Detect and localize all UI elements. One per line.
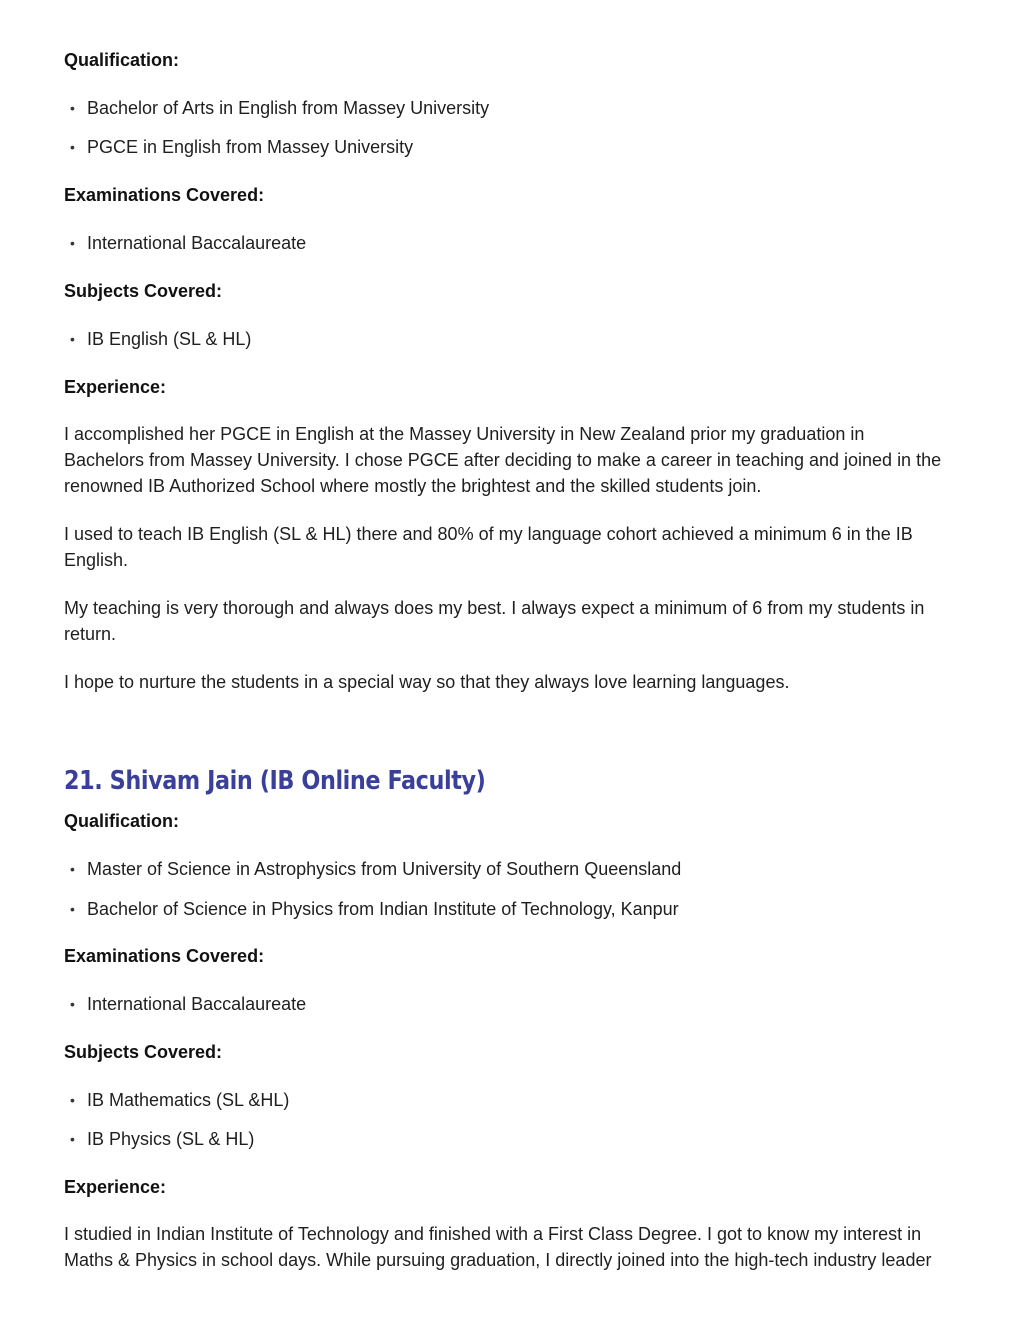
experience-paragraph: I studied in Indian Institute of Technology and finished with a First Class Degree. I got to know my interest in Maths & Physics in school days. While pursuing graduation, I directly joined into the high-tech industry leader — [64, 1224, 932, 1270]
bullet-icon: • — [70, 1092, 75, 1108]
examinations-label: Examinations Covered: — [64, 946, 265, 966]
bullet-icon: • — [70, 139, 75, 155]
subjects-label: Subjects Covered: — [64, 1042, 223, 1062]
experience-paragraph: I hope to nurture the students in a special way so that they always love learning languages. — [64, 672, 790, 692]
subjects-label: Subjects Covered: — [64, 281, 223, 301]
list-item: • Bachelor of Arts in English from Massey University — [70, 98, 490, 118]
bullet-icon: • — [70, 100, 75, 116]
list-item: • IB Mathematics (SL &HL) — [70, 1090, 290, 1110]
qualification-list — [64, 857, 964, 921]
bullet-icon: • — [70, 1131, 75, 1147]
qualification-label: Qualification: — [64, 811, 180, 831]
bullet-icon: • — [70, 235, 75, 251]
subjects-list — [64, 1088, 964, 1151]
experience-paragraph: I accomplished her PGCE in English at the Massey University in New Zealand prior my graduation in Bachelors from Massey University. I chose PGCE after deciding to make a career in teaching and joined in the renowned IB Authorized School where mostly the brightest and the skilled students join. — [64, 424, 942, 496]
list-item: • IB English (SL & HL) — [70, 329, 252, 349]
examinations-list — [64, 992, 964, 1016]
examinations-list — [64, 231, 964, 255]
bullet-icon: • — [70, 331, 75, 347]
list-item: • Bachelor of Science in Physics from Indian Institute of Technology, Kanpur — [70, 899, 679, 919]
experience-paragraph: I used to teach IB English (SL & HL) there and 80% of my language cohort achieved a minimum 6 in the IB English. — [64, 524, 913, 570]
examinations-label: Examinations Covered: — [64, 185, 265, 205]
experience-label: Experience: — [64, 1177, 167, 1197]
list-item: • International Baccalaureate — [70, 233, 307, 253]
list-item: • PGCE in English from Massey University — [70, 137, 414, 157]
bullet-icon: • — [70, 861, 75, 877]
list-item: • International Baccalaureate — [70, 994, 307, 1014]
faculty-heading: 21. Shivam Jain (IB Online Faculty) — [64, 766, 486, 796]
bullet-icon: • — [70, 901, 75, 917]
list-item: • Master of Science in Astrophysics from University of Southern Queensland — [70, 859, 682, 879]
subjects-list — [64, 327, 964, 351]
qualification-label: Qualification: — [64, 50, 180, 70]
list-item: • IB Physics (SL & HL) — [70, 1129, 255, 1149]
qualification-list — [64, 96, 964, 159]
experience-paragraph: My teaching is very thorough and always does my best. I always expect a minimum of 6 from my students in return. — [64, 598, 925, 644]
experience-label: Experience: — [64, 377, 167, 397]
bullet-icon: • — [70, 996, 75, 1012]
